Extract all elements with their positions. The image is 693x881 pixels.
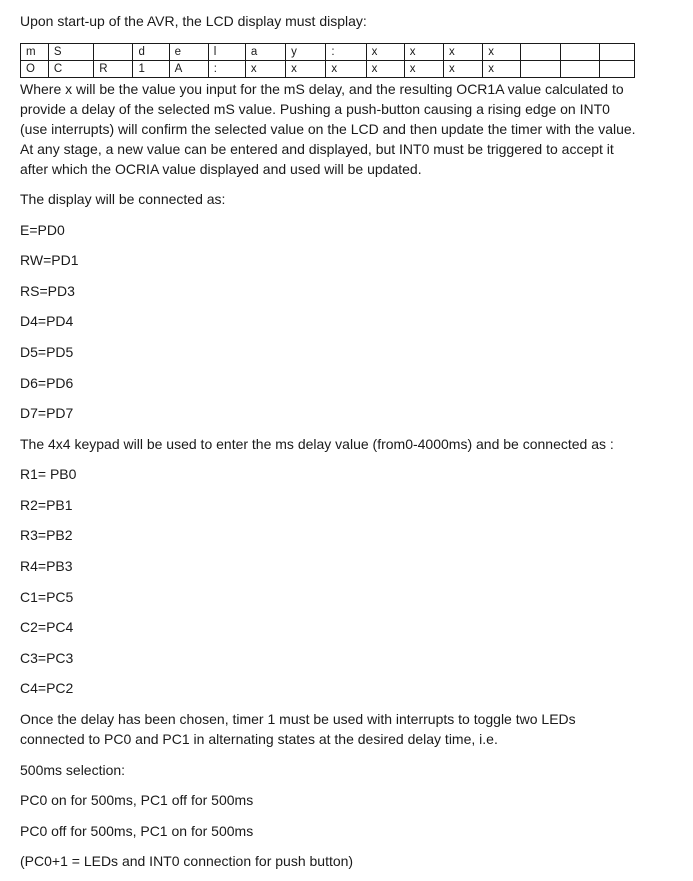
lcd-cell <box>521 61 560 78</box>
lcd-cell: x <box>404 61 443 78</box>
lcd-cell: x <box>245 61 285 78</box>
display-heading: The display will be connected as: <box>20 191 226 207</box>
keypad-pin-line: C2=PC4 <box>20 619 74 635</box>
lcd-cell: y <box>286 44 326 61</box>
intro-text: Upon start-up of the AVR, the LCD display must display: <box>20 13 367 29</box>
example-line: PC0 off for 500ms, PC1 on for 500ms <box>20 823 254 839</box>
lcd-cell: x <box>404 44 443 61</box>
lcd-cell: x <box>443 61 482 78</box>
display-pin-line: E=PD0 <box>20 222 65 238</box>
lcd-row <box>21 61 635 78</box>
keypad-pin-line: C3=PC3 <box>20 650 74 666</box>
lcd-cell: A <box>169 61 208 78</box>
display-pin-line: RW=PD1 <box>20 252 79 268</box>
example-line: PC0 on for 500ms, PC1 off for 500ms <box>20 792 254 808</box>
lcd-cell <box>560 44 599 61</box>
lcd-cell: m <box>21 44 49 61</box>
keypad-pin-line: R2=PB1 <box>20 497 73 513</box>
example-heading: 500ms selection: <box>20 762 126 778</box>
lcd-cell <box>599 61 634 78</box>
lcd-cell: a <box>245 44 285 61</box>
lcd-cell: x <box>366 61 404 78</box>
display-pin-line: D7=PD7 <box>20 405 74 421</box>
keypad-heading: The 4x4 keypad will be used to enter the ms delay value (from0-4000ms) and be connected as : <box>20 436 614 452</box>
lcd-cell: x <box>326 61 366 78</box>
keypad-pin-line: C4=PC2 <box>20 680 74 696</box>
lcd-cell: x <box>286 61 326 78</box>
lcd-cell <box>560 61 599 78</box>
lcd-cell: l <box>208 44 245 61</box>
lcd-cell: O <box>21 61 49 78</box>
lcd-row <box>21 44 635 61</box>
keypad-pin-line: R1= PB0 <box>20 466 77 482</box>
display-pin-line: D4=PD4 <box>20 313 74 329</box>
lcd-cell: R <box>94 61 133 78</box>
description-paragraph: Where x will be the value you input for the mS delay, and the resulting OCR1A value calculated to provide a delay of the selected mS value. Pushing a push-button causing a rising edge on INT0 (use interrupts) will confirm the selected value on the LCD and then update the timer with the value. At any stage, a new value can be entered and displayed, but INT0 must be triggered to accept it after which the OCRIA value displayed and used will be updated. <box>20 81 636 177</box>
lcd-cell: C <box>48 61 93 78</box>
lcd-cell <box>599 44 634 61</box>
keypad-pin-line: R4=PB3 <box>20 558 73 574</box>
display-pin-line: D6=PD6 <box>20 375 74 391</box>
lcd-cell: x <box>366 44 404 61</box>
lcd-cell: : <box>326 44 366 61</box>
display-pin-line: RS=PD3 <box>20 283 75 299</box>
lcd-cell: x <box>483 61 521 78</box>
keypad-pin-line: C1=PC5 <box>20 589 74 605</box>
example-note: (PC0+1 = LEDs and INT0 connection for push button) <box>20 853 354 869</box>
lcd-cell: d <box>133 44 169 61</box>
lcd-cell <box>521 44 560 61</box>
lcd-cell: S <box>48 44 93 61</box>
display-pin-line: D5=PD5 <box>20 344 74 360</box>
timer-paragraph: Once the delay has been chosen, timer 1 must be used with interrupts to toggle two LEDs connected to PC0 and PC1 in alternating states at the desired delay time, i.e. <box>20 711 576 747</box>
lcd-cell: : <box>208 61 245 78</box>
lcd-cell: e <box>169 44 208 61</box>
lcd-layout-table <box>20 43 635 78</box>
lcd-cell <box>94 44 133 61</box>
keypad-pin-line: R3=PB2 <box>20 527 73 543</box>
lcd-cell: 1 <box>133 61 169 78</box>
lcd-cell: x <box>483 44 521 61</box>
lcd-cell: x <box>443 44 482 61</box>
